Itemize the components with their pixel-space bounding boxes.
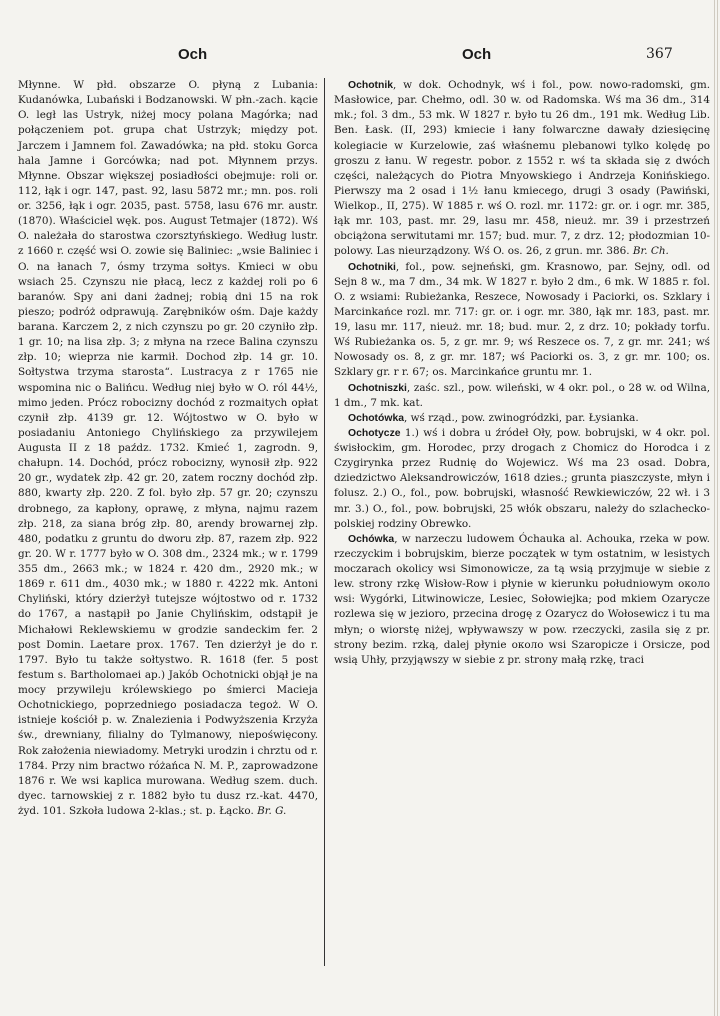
headword: Ochotnik — [348, 80, 394, 91]
entry-text: 1.) wś i dobra u źródeł Oły, pow. bobrujski, w 4 okr. pol. świsłockim, gm. Horodec, przy drogach z Chomicz do Horodca i z Czygirynka przez Rudnię do Wojewicz. Wś ma 23 osad. Dobra, dziedzictwo Aleksandrowiczów, 1618 dzies.; grunta piaszczyste, młyn i folusz. 2.) O., fol., pow. bobrujski, własność Rewkiewiczów, 22 wł. i 3 mr. 3.) O., fol., pow. bobrujski, 25 włók obszaru, należy do szlachecko-polskiej rodziny Obrewko. — [334, 426, 710, 530]
left-column-entry — [18, 78, 318, 819]
column-divider — [324, 78, 325, 966]
headword: Ochówka — [348, 533, 395, 545]
page-edge — [714, 0, 720, 1016]
headword: Ochotycze — [348, 427, 401, 439]
entry-ochowka — [334, 532, 710, 668]
entry-ochotnik — [334, 78, 710, 260]
page-number: 367 — [646, 46, 673, 62]
entry-text: , w narzeczu ludowem Óchauka al. Achouka, rzeka w pow. rzeczyckim i bobrujskim, bierze początek w tym ostatnim, w lesistych moczarach okolicy wsi Simonowicze, za tą wsią przyjmuje w siebie z lew. strony rzkę Wisłow-Row i płynie w kierunku południowym около wsi: Wygórki, Litwinowicze, Lesiec, Sołowiejka; pod mkiem Ozarycze rozlewa się w jezioro, przecina drogę z Ozarycz do Wołosewicz i tu ma młyn; o wiorstę niżej, wpływawszy w pow. rzeczycki, zasila się z pr. strony bezim. rzką, dalej płynie около wsi Szaropicze i Orsicze, pod wsią Uhły, przyjąwszy w siebie z pr. strony małą rzkę, traci — [334, 532, 710, 666]
entry-ochotniki — [334, 260, 710, 381]
left-column — [18, 78, 318, 819]
headword: Ochotówka — [348, 412, 405, 424]
entry-ochotowka — [334, 411, 710, 426]
entry-signature: Br. Ch. — [632, 245, 669, 258]
left-column-text: Młynne. W płd. obszarze O. płyną z Lubania: Kudanówka, Lubański i Bodzanowski. W płn.-zach. kącie O. legł las Ustryk, niżej mocy polana Magórka; nad połączeniem pot. grupa chat Ustrzyk; między pot. Jarczem i Jamnem fol. Zawadówka; na płd. stoku Gorca hala Jamne i Gorcówka; nad pot. Młynnem przys. Młynne. Obszar większej posiadłości obejmuje: roli or. 112, łąk i ogr. 147, past. 92, lasu 5872 mr.; mn. pos. roli or. 3256, łąk i ogr. 2035, past. 5758, lasu 676 mr. austr. (1870). Właściciel węk. pos. August Tetmajer (1872). Wś O. należała do starostwa czorsztyńskiego. Według lustr. z 1660 r. część wsi O. zowie się Baliniec: „wsie Baliniec i O. na łanach 7, ósmy trzyma sołtys. Kmieci w obu wsiach 25. Czynszu nie płacą, lecz z każdej roli po 6 baranów. Spy ani dani żadnej; robią dni 15 na rok pieszo; podróż odprawują. Zarębników ośm. Daje każdy barana. Karczem 2, z nich czynszu po gr. 20 czyniło złp. 1 gr. 10; na lisa złp. 3; z młyna na rzece Balina czynszu złp. 10; wieprza nie karmił. Dochod złp. 14 gr. 10. Sołtystwa trzyma starosta“. Lustracya z r 1765 nie wspomina nic o Balińcu. Według niej było w O. ról 44½, mimo jeden. Prócz robocizny dochód z rozmaitych opłat czynił złp. 4139 gr. 12. Wójtostwo w O. było w posiadaniu Antoniego Chylińskiego za przywilejem Augusta II z 18 paźdz. 1732. Kmieć 1, zagrodn. 9, chałupn. 14. Dochód, prócz robocizny, wynosił złp. 922 20 gr., wydatek złp. 42 gr. 20, zatem roczny dochód złp. 880, kwarty złp. 220. Z fol. było złp. 57 gr. 20; czynszu drobnego, za kapłony, oprawę, z młyna, najmu razem złp. 218, za siana bróg złp. 80, arendy browarnej złp. 480, podatku z gruntu do dworu złp. 87, razem złp. 922 gr. 20. W r. 1777 było w O. 308 dm., 2324 mk.; w r. 1799 355 dm., 2663 mk.; w 1824 r. 420 dm., 2920 mk.; w 1869 r. 611 dm., 4030 mk.; w 1880 r. 4222 mk. Antoni Chyliński, który dzierżył tutejsze wójtostwo od r. 1732 do 1767, a nastąpił po Janie Chylińskim, odstąpił je Michałowi Reklewskiemu w grodzie sandeckim fer. 2 post Domin. Laetare prox. 1767. Ten dzierżył je do r. 1797. Było tu także sołtystwo. R. 1618 (fer. 5 post festum s. Bartholomaei ap.) Jakób Ochotnicki objął je na mocy przywileju królewskiego po śmierci Macieja Ochotnickiego, poprzedniego posiadacza tegoż. W O. istnieje kościół p. w. Znalezienia i Podwyższenia Krzyża św., drewniany, filialny do Tylmanowy, niepoświęcony. Rok założenia niewiadomy. Metryki urodzin i chrztu od r. 1784. Przy nim bractwo różańca N. M. P., zaprowadzone 1876 r. We wsi kaplica murowana. Według szem. duch. dyec. tarnowskiej z r. 1882 było tu dusz rz.-kat. 4470, żyd. 101. Szkoła ludowa 2-klas.; st. p. Łącko. — [18, 79, 318, 817]
entry-ochotycze — [334, 426, 710, 532]
entry-text: , w dok. Ochodnyk, wś i fol., pow. nowo-radomski, gm. Masłowice, par. Chełmo, odl. 30 w. od Radomska. Wś ma 36 dm., 314 mk.; fol. 3 dm., 53 mk. W 1827 r. było tu 26 dm., 191 mk. Według Lib. Ben. Łask. (II, 293) kmiecie i łany folwarczne dawały dziesięcinę kolegiacie w Kurzelowie, zaś właśnemu plebanowi tylko kolędę po groszu z łanu. W regestr. pobor. z 1552 r. wś ta składa się z dwóch części, należących do Piotra Mnyowskiego i Andrzeja Konińskiego. Pierwszy ma 2 osad i 1½ łanu kmiecego, drugi 3 osady (Pawiński, Wielkop., II, 275). W 1885 r. wś O. rozl. mr. 1172: gr. or. i ogr. mr. 385, łąk mr. 103, past. mr. 29, lasu mr. 458, nieuż. mr. 39 i przestrzeń obciążona serwitutami mr. 157; bud. mur. 7, z drz. 12; płodozmian 10-polowy. Las nieurządzony. Wś O. os. 26, z grun. mr. 386. — [334, 79, 710, 258]
headword: Ochotniszki — [348, 382, 407, 394]
left-column-signature: Br. G. — [257, 805, 287, 817]
entry-text: , zaśc. szl., pow. wileński, w 4 okr. pol., o 28 w. od Wilna, 1 dm., 7 mk. kat. — [334, 381, 710, 409]
running-head-center: Och — [462, 46, 492, 63]
right-column — [334, 78, 710, 668]
entry-text: , fol., pow. sejneński, gm. Krasnowo, par. Sejny, odl. od Sejn 8 w., ma 7 dm., 34 mk. W 1827 r. było 2 dm., 6 mk. W 1885 r. fol. O. z wsiami: Rubieżanka, Reszece, Nowosady i Paciorki, os. Szklary i Marcinkańce rozl. mr. 717: gr. or. i ogr. mr. 380, łąk mr. 183, past. mr. 19, lasu mr. 117, nieuż. mr. 18; bud. mur. 2, z drz. 10; pokłady torfu. Wś Rubieżanka os. 5, z gr. mr. 9; wś Reszece os. 7, z gr. mr. 241; wś Nowosady os. 8, z gr. mr. 187; wś Paciorki os. 3, z gr. mr. 100; os. Szklary gr. r r. 67; os. Marcinkańce gruntu mr. 1. — [334, 260, 710, 379]
entry-text: , wś rząd., pow. zwinogródzki, par. Łysianka. — [404, 411, 639, 424]
entry-ochotniszki — [334, 381, 710, 411]
headword: Ochotniki — [348, 261, 396, 273]
running-head-left: Och — [178, 46, 208, 63]
